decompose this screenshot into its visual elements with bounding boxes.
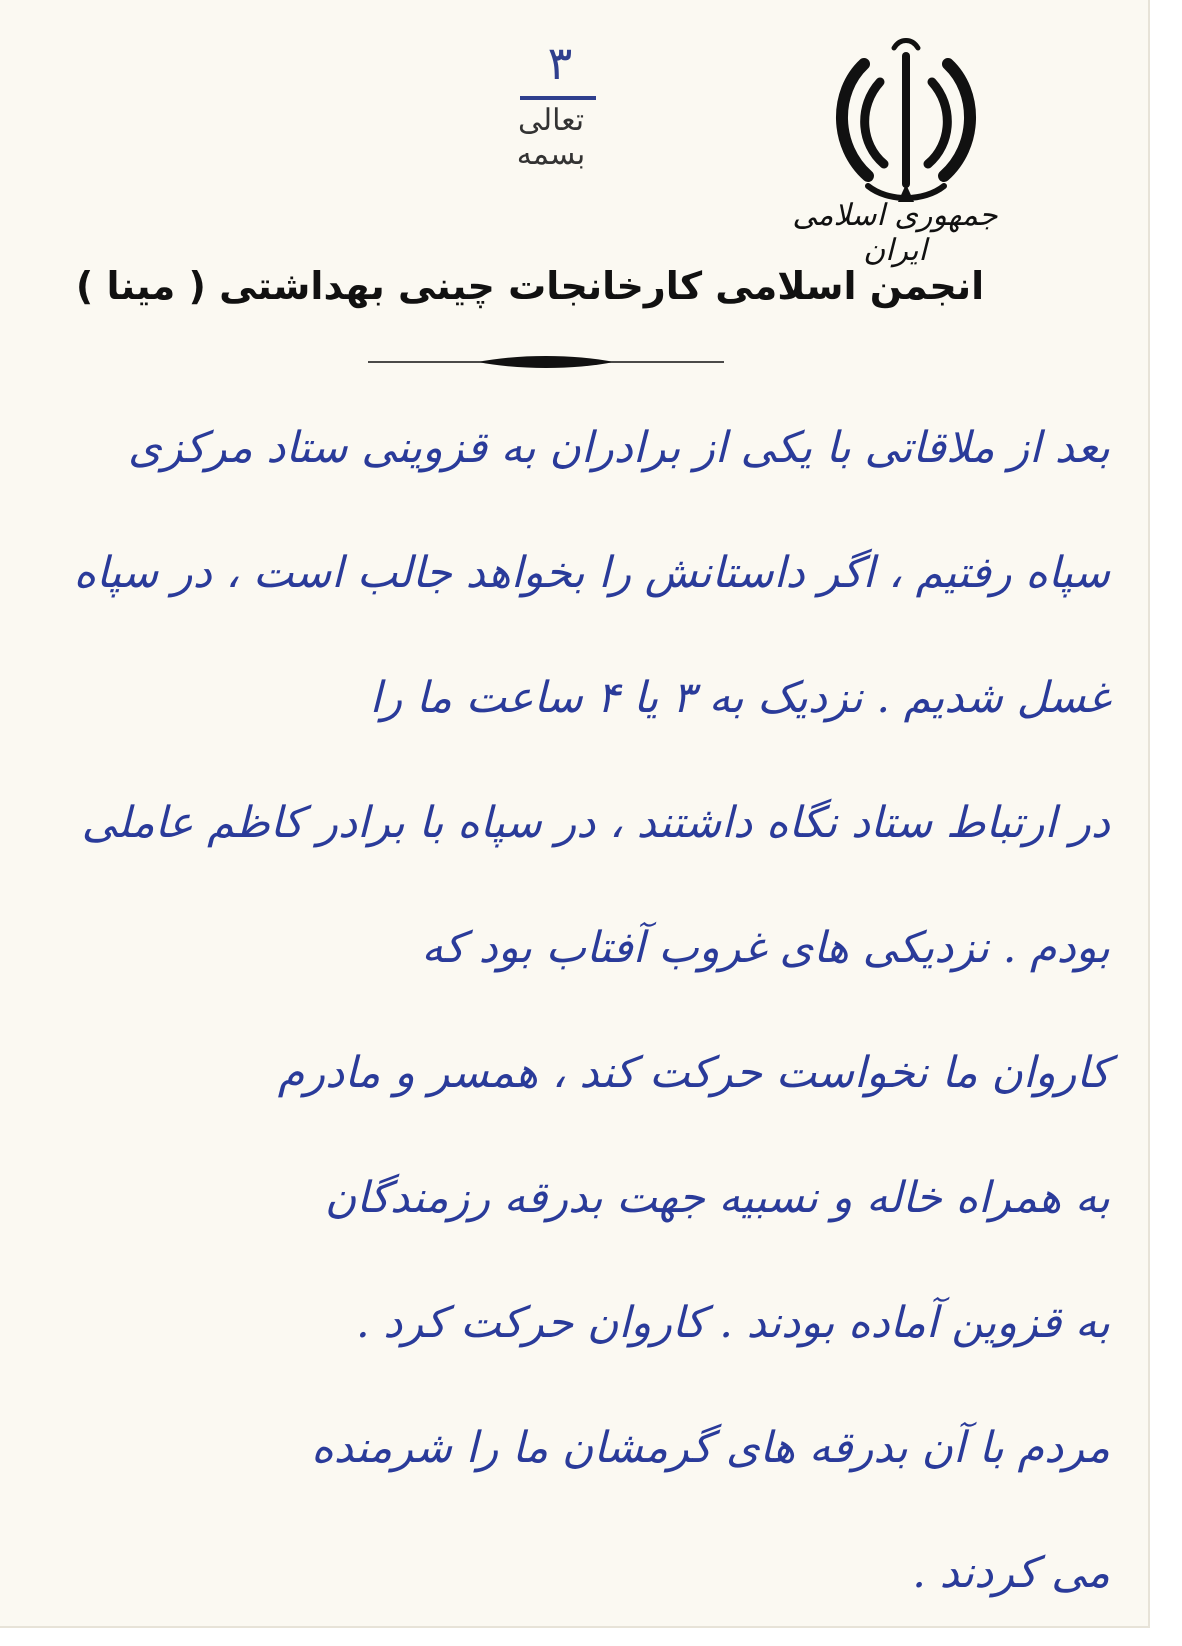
- handwritten-letter-body: [40, 396, 1110, 1646]
- letter-line: بعد از ملاقاتی با یکی از برادران به قزوینی ستاد مرکزی: [128, 423, 1110, 473]
- page-number: ۳: [547, 36, 573, 90]
- letter-line: به همراه خاله و نسبیه جهت بدرقه رزمندگان: [324, 1173, 1110, 1223]
- letter-line: در ارتباط ستاد نگاه داشتند ، در سپاه با برادر کاظم عاملی: [81, 798, 1110, 848]
- letter-line: سپاه رفتیم ، اگر داستانش را بخواهد جالب است ، در سپاه: [73, 548, 1110, 598]
- letter-line: بودم . نزدیکی های غروب آفتاب بود که: [421, 923, 1110, 973]
- letter-line: به قزوین آماده بودند . کاروان حرکت کرد .: [355, 1298, 1110, 1348]
- header-divider: [368, 352, 724, 372]
- letter-line: کاروان ما نخواست حرکت کند ، همسر و مادرم: [277, 1048, 1110, 1098]
- invocation-line: بسمه: [516, 137, 586, 172]
- letter-line: می کردند .: [912, 1548, 1110, 1598]
- letter-line: مردم با آن بدرقه های گرمشان ما را شرمنده: [311, 1423, 1110, 1473]
- invocation-underline: [520, 96, 596, 100]
- invocation-stamp: [486, 104, 616, 172]
- emblem-of-iran-icon: [828, 34, 984, 210]
- letter-line: غسل شدیم . نزدیک به ۳ یا ۴ ساعت ما را: [369, 673, 1110, 723]
- emblem-caption: جمهوری اسلامی ایران: [792, 198, 998, 268]
- organization-title: انجمن اسلامی کارخانجات چینی بهداشتی ( مینا ): [75, 264, 985, 308]
- invocation-line: تعالی: [517, 103, 585, 138]
